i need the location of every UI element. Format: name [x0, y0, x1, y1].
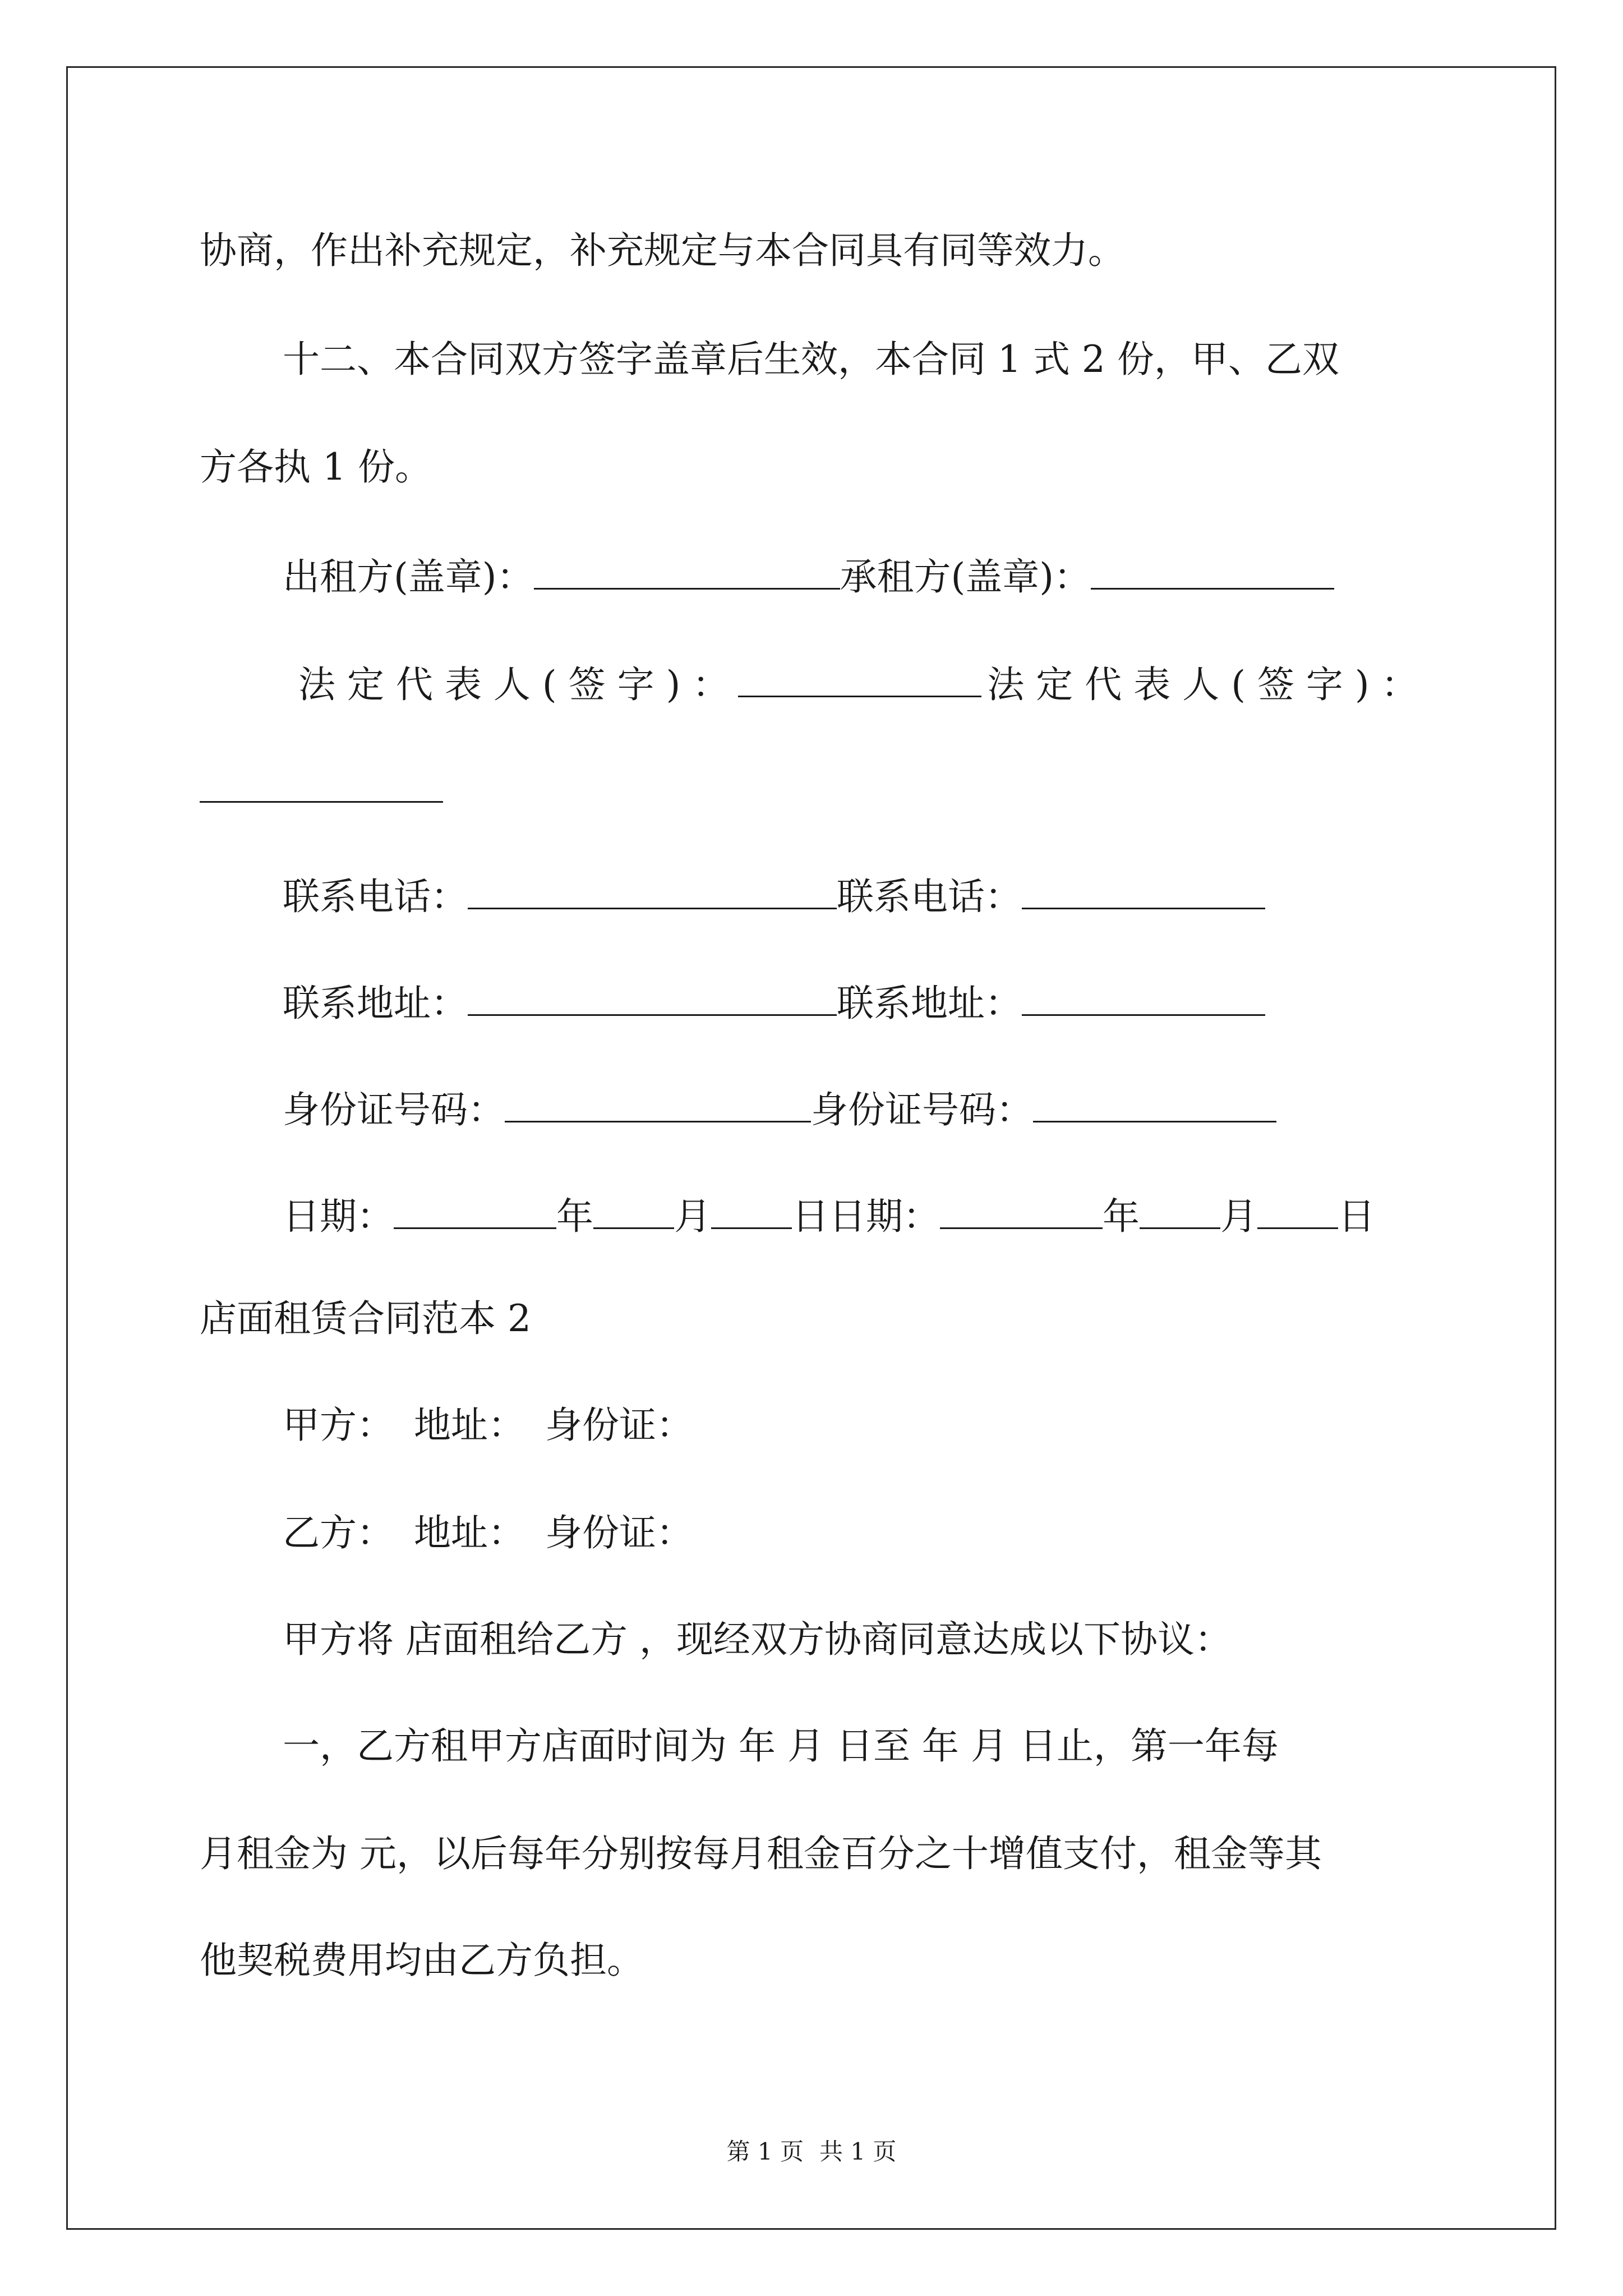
- section-title: 店面租赁合同范本 2: [200, 1297, 531, 1340]
- page-border: [66, 66, 1556, 2230]
- lessor-day-blank: [711, 1195, 792, 1229]
- lessee-phone-label: 联系电话：: [837, 875, 1022, 918]
- lessee-day-blank: [1257, 1195, 1338, 1229]
- clause-12-line-cont: 方各执 1 份。: [200, 445, 432, 489]
- phone-row: [283, 875, 1265, 918]
- party-b-label: 乙方：: [283, 1511, 394, 1554]
- lessor-date-label: 日期：: [283, 1195, 394, 1238]
- page-total: 共 1 页: [819, 2138, 897, 2165]
- id-number-row: [283, 1088, 1276, 1129]
- lessor-seal-row: [283, 555, 1334, 599]
- lessee-month-blank: [1140, 1195, 1220, 1229]
- address-row: [283, 982, 1265, 1025]
- clause-1-line-cont: 月租金为 元，以后每年分别按每月租金百分之十增值支付，租金等其: [200, 1832, 1322, 1875]
- lessor-seal-blank: [534, 555, 840, 590]
- month-label: 月: [1220, 1195, 1257, 1238]
- party-a-label: 甲方：: [283, 1404, 394, 1447]
- date-row: [283, 1195, 1375, 1238]
- day-label: 日: [1338, 1195, 1375, 1238]
- lessor-rep-label: 法 定 代 表 人 ( 签 字 ) ：: [298, 663, 730, 706]
- year-label: 年: [1103, 1195, 1140, 1238]
- party-a-row: [283, 1404, 693, 1447]
- lessor-seal-label: 出租方(盖章)：: [283, 555, 534, 599]
- paragraph-line: 协商，作出补充规定，补充规定与本合同具有同等效力。: [200, 229, 1125, 272]
- clause-1-line-end: 他契税费用均由乙方负担。: [200, 1939, 644, 1982]
- lessor-address-label: 联系地址：: [283, 982, 468, 1025]
- lessee-id-label: 身份证号码：: [811, 1088, 1033, 1131]
- lessee-seal-label: 承租方(盖章)：: [840, 555, 1091, 599]
- lessee-rep-blank-row: [200, 769, 443, 809]
- party-a-address-label: 地址：: [414, 1404, 525, 1447]
- lessee-id-blank: [1033, 1088, 1276, 1122]
- clause-12-line: 十二、本合同双方签字盖章后生效，本合同 1 式 2 份，甲、乙双: [283, 338, 1339, 381]
- year-label: 年: [556, 1195, 593, 1238]
- lessor-address-blank: [468, 982, 837, 1016]
- page-number: 第 1 页: [726, 2138, 804, 2165]
- lessor-phone-label: 联系电话：: [283, 875, 468, 918]
- lessee-rep-blank: [200, 769, 443, 803]
- lessee-year-blank: [940, 1195, 1103, 1229]
- lessee-seal-blank: [1091, 555, 1334, 590]
- month-label: 月: [674, 1195, 711, 1238]
- agreement-intro: 甲方将 店面租给乙方 ，现经双方协商同意达成以下协议：: [283, 1618, 1232, 1661]
- lessee-address-label: 联系地址：: [837, 982, 1022, 1025]
- clause-1-line: 一，乙方租甲方店面时间为 年 月 日至 年 月 日止，第一年每: [283, 1724, 1279, 1768]
- lessor-id-label: 身份证号码：: [283, 1088, 505, 1131]
- lessor-phone-blank: [468, 875, 837, 909]
- party-a-id-label: 身份证：: [545, 1404, 693, 1447]
- lessor-year-blank: [394, 1195, 556, 1229]
- lessee-address-blank: [1022, 982, 1265, 1016]
- lessor-rep-blank: [738, 663, 981, 697]
- legal-rep-row: [298, 663, 1418, 706]
- party-b-id-label: 身份证：: [545, 1511, 693, 1554]
- lessee-phone-blank: [1022, 875, 1265, 909]
- page-footer: [0, 2133, 1623, 2167]
- lessee-rep-label: 法 定 代 表 人 ( 签 字 ) ：: [987, 663, 1418, 706]
- party-b-address-label: 地址：: [414, 1511, 525, 1554]
- day-and-lessee-date-label: 日日期：: [792, 1195, 940, 1238]
- party-b-row: [283, 1511, 693, 1554]
- lessor-id-blank: [505, 1088, 811, 1122]
- lessor-month-blank: [593, 1195, 674, 1229]
